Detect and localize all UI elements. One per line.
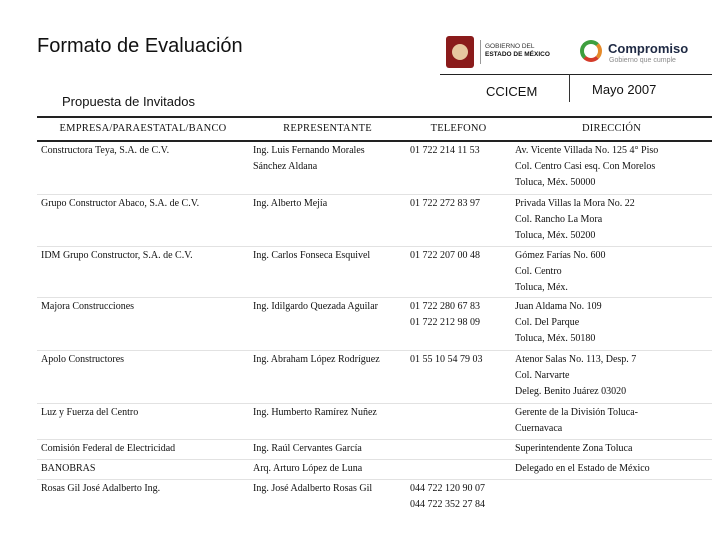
cell-telefono: 01 722 272 83 97 (406, 194, 511, 246)
column-header-telefono: TELEFONO (406, 117, 511, 141)
table-row (37, 297, 712, 350)
cell-representante: Ing. Luis Fernando Morales Sánchez Aldana (249, 141, 406, 194)
cell-empresa: Apolo Constructores (37, 350, 249, 403)
cell-direccion: Atenor Salas No. 113, Desp. 7 Col. Narvarte Deleg. Benito Juárez 03020 (511, 350, 712, 403)
cell-direccion (511, 479, 712, 517)
table-row (37, 439, 712, 459)
table-row (37, 194, 712, 246)
cell-empresa: Grupo Constructor Abaco, S.A. de C.V. (37, 194, 249, 246)
gobierno-logo-text (485, 43, 550, 59)
compromiso-logo-tagline: Gobierno que cumple (609, 57, 676, 64)
cell-representante: Ing. Idilgardo Quezada Aguilar (249, 297, 406, 350)
column-header-representante: REPRESENTANTE (249, 117, 406, 141)
cell-direccion: Juan Aldama No. 109 Col. Del Parque Toluca, Méx. 50180 (511, 297, 712, 350)
header-rule (440, 74, 712, 75)
cell-empresa: Luz y Fuerza del Centro (37, 403, 249, 439)
compromiso-logo-name: Compromiso (608, 41, 689, 56)
logo-divider (480, 40, 481, 64)
table-row (37, 141, 712, 194)
column-header-direccion: DIRECCIÓN (511, 117, 712, 141)
cell-direccion: Av. Vicente Villada No. 125 4° Piso Col. Centro Casi esq. Con Morelos Toluca, Méx. 50000 (511, 141, 712, 194)
column-header-empresa: EMPRESA/PARAESTATAL/BANCO (37, 117, 249, 141)
cell-telefono: 01 722 280 67 83 01 722 212 98 09 (406, 297, 511, 350)
compromiso-ring-icon (580, 40, 602, 62)
cell-telefono: 01 722 207 00 48 (406, 246, 511, 297)
cell-telefono (406, 459, 511, 479)
date-label: Mayo 2007 (592, 82, 657, 97)
department-label: CCICEM (486, 84, 538, 99)
table-row (37, 403, 712, 439)
gobierno-logo-line2: ESTADO DE MÉXICO (485, 51, 550, 58)
compromiso-logo (580, 40, 690, 70)
cell-telefono: 01 55 10 54 79 03 (406, 350, 511, 403)
cell-empresa: Constructora Teya, S.A. de C.V. (37, 141, 249, 194)
cell-empresa: Majora Construcciones (37, 297, 249, 350)
cell-direccion: Delegado en el Estado de México (511, 459, 712, 479)
cell-telefono (406, 439, 511, 459)
cell-representante: Arq. Arturo López de Luna (249, 459, 406, 479)
header-divider (569, 74, 570, 102)
cell-representante: Ing. Carlos Fonseca Esquivel (249, 246, 406, 297)
section-subtitle: Propuesta de Invitados (62, 94, 195, 109)
cell-representante: Ing. Humberto Ramírez Nuñez (249, 403, 406, 439)
cell-empresa: IDM Grupo Constructor, S.A. de C.V. (37, 246, 249, 297)
table-row (37, 350, 712, 403)
cell-direccion: Gómez Farías No. 600 Col. Centro Toluca, Méx. (511, 246, 712, 297)
cell-empresa: Rosas Gil José Adalberto Ing. (41, 482, 161, 494)
table-header-row (37, 117, 712, 141)
cell-representante: Ing. Abraham López Rodríguez (249, 350, 406, 403)
cell-empresa: Comisión Federal de Electricidad (37, 439, 249, 459)
gobierno-logo-line1: GOBIERNO DEL (485, 43, 535, 50)
cell-telefono: 044 722 120 90 07 044 722 352 27 84 (410, 482, 485, 510)
cell-representante: Ing. José Adalberto Rosas Gil (253, 482, 373, 494)
cell-direccion: Privada Villas la Mora No. 22 Col. Rancho La Mora Toluca, Méx. 50200 (511, 194, 712, 246)
table-row (37, 459, 712, 479)
cell-telefono: 01 722 214 11 53 (406, 141, 511, 194)
invitados-table (37, 116, 712, 517)
gobierno-logo (446, 36, 566, 68)
cell-representante: Ing. Alberto Mejía (249, 194, 406, 246)
cell-representante: Ing. Raúl Cervantes García (249, 439, 406, 459)
table-row (37, 246, 712, 297)
cell-direccion: Superintendente Zona Toluca (511, 439, 712, 459)
cell-direccion: Gerente de la División Toluca- Cuernavaca (511, 403, 712, 439)
page-title: Formato de Evaluación (37, 35, 243, 57)
state-seal-icon (446, 36, 474, 68)
table-row (37, 479, 712, 517)
cell-empresa: BANOBRAS (37, 459, 249, 479)
cell-telefono (406, 403, 511, 439)
